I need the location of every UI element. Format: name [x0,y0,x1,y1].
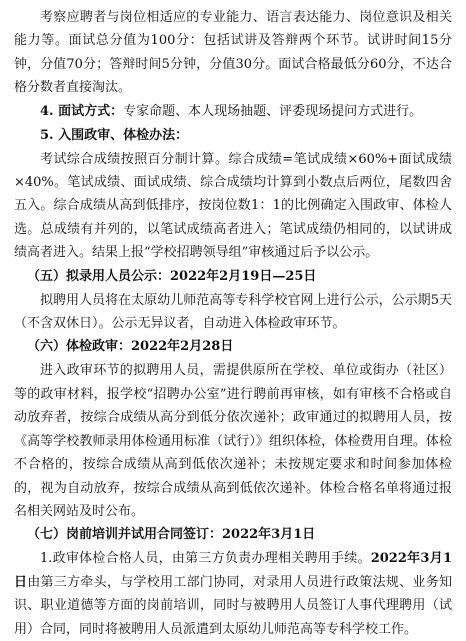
heading-interview-method [14,100,452,124]
training-text-c: 由第三方牵头，与学校用工部门协同，对录用人员进行政策法规、业务知识、职业道德等方面的岗前培训，同时与被聘用人员签订人事代理聘用（试用）合同，同时将被聘用人员派遣到太原幼儿师范高等专科学校工作。 [14,574,452,637]
paragraph-publicity: 拟聘用人员将在太原幼儿师范高等专科学校官网上进行公示，公示期5天（不含双休日）。公示无异议者，自动进入体检政审环节。 [14,292,452,332]
training-text-a: 1.政审体检合格人员，由第三方负责办理相关聘用手续。 [40,551,371,567]
paragraph-physical-exam: 进入政审环节的拟聘用人员，需提供原所在学校、单位或街办（社区）等的政审材料，报学校“招聘办公室”进行聘前再审核，如有审核不合格或自动放弃者，按综合成绩从高分到低分依次递补；政审通过的拟聘用人员，按《高等学校教师录用体检通用标准（试行）》组织体检，体检费用自理。体检不合格的，按综合成绩从高到低依次递补；未按规定要求和时间参加体检的，视为自动放弃，按综合成绩从高到低依次递补。体检合格名单将通过报名相关网站及时公布。 [14,363,452,519]
heading-section-six: （六）体检政审：2022年2月28日 [27,339,234,355]
paragraph-training-contract [14,547,452,641]
training-date: 2022年3月1日 [14,551,452,590]
heading-interview-method-label: 4. 面试方式： [40,103,124,119]
heading-review-method: 5. 入围政审、体检办法： [40,127,189,143]
heading-section-five: （五）拟录用人员公示：2022年2月19日—25日 [27,268,317,284]
heading-section-seven: （七）岗前培训并试用合同签订：2022年3月1日 [27,527,316,543]
interview-method-text: 专家命题、本人现场抽题、评委现场提问方式进行。 [123,103,423,119]
paragraph-interview-content: 考察应聘者与岗位相适应的专业能力、语言表达能力、岗位意识及相关能力等。面试总分值为100分：包括试讲及答辩两个环节。试讲时间15分钟，分值70分；答辩时间5分钟，分值30分。面试合格最低分60分，不达合格分数者直接淘汰。 [14,10,452,96]
paragraph-score-calculation: 考试综合成绩按照百分制计算。综合成绩=笔试成绩×60%+面试成绩×40%。笔试成绩、面试成绩、综合成绩均计算到小数点后两位，尾数四舍五入。综合成绩从高到低排序，按岗位数1：1的比例确定入围政审、体检人选。总成绩有并列的，以笔试成绩高者进入；笔试成绩仍相同的，以试讲成绩高者进入。结果上报“学校招聘领导组”审核通过后予以公示。 [14,151,452,261]
